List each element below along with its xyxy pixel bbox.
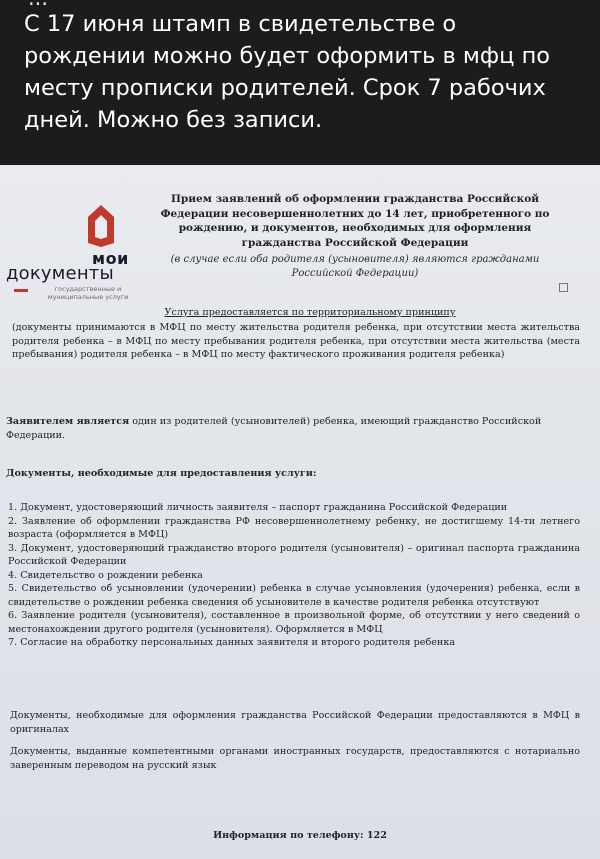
moi-dokumenty-logo bbox=[6, 203, 156, 313]
caption-cut-line bbox=[28, 0, 228, 8]
margin-checkbox bbox=[559, 283, 568, 292]
list-item: 2. Заявление об оформлении гражданства РФ несовершеннолетнему ребенку, не достигшему 14-ти летнего возраста (оформляется в МФЦ) bbox=[8, 515, 580, 540]
foreign-documents-note: Документы, выданные компетентными органами иностранных государств, предоставляются с нотариально заверенным переводом на русский язык bbox=[10, 746, 580, 771]
list-item: 6. Заявление родителя (усыновителя), составленное в произвольной форме, об отсутствии у него сведений о местонахождении другого родителя (усыновителя). Оформляется в МФЦ bbox=[8, 610, 580, 635]
list-item: 4. Свидетельство о рождении ребенка bbox=[8, 569, 203, 581]
docs-heading: Документы, необходимые для предоставления услуги: bbox=[6, 468, 317, 479]
list-item: 7. Согласие на обработку персональных данных заявителя и второго родителя ребенка bbox=[8, 637, 456, 648]
applicant-label: Заявителем является bbox=[6, 416, 130, 427]
document-photo bbox=[0, 165, 600, 859]
caption-banner bbox=[0, 0, 600, 165]
applicant-text: один из родителей (усыновителей) ребенка, имеющий гражданство Российской Федерации. bbox=[6, 416, 542, 441]
service-details: (документы принимаются в МФЦ по месту жительства родителя ребенка, при отсутствии места жительства родителя ребенка – в МФЦ по месту пребывания родителя ребенка, при отсутствии места жительства (места пребывания) родителя ребенка – в МФЦ по месту фактического проживания родителя ребенка) bbox=[12, 322, 580, 360]
service-line: Услуга предоставляется по территориальному принципу bbox=[164, 307, 456, 318]
logo-subtitle: государственные и муниципальные услуги bbox=[47, 285, 129, 301]
logo-line-2: документы bbox=[6, 263, 114, 284]
moi-dokumenty-logo-icon bbox=[84, 203, 118, 249]
list-item: 3. Документ, удостоверяющий гражданство второго родителя (усыновителя) – оригинал паспорта гражданина Российской Федерации bbox=[8, 542, 580, 567]
originals-note: Документы, необходимые для оформления гражданства Российской Федерации предоставляются в МФЦ в оригиналах bbox=[10, 710, 580, 735]
logo-accent-bar bbox=[14, 289, 28, 292]
list-item: 5. Свидетельство об усыновлении (удочерении) ребенка в случае усыновления (удочерения) ребенка, если в свидетельстве о рождении ребенка сведения об усыновителе в качестве родителя ребенка отсутствуют bbox=[8, 583, 580, 608]
logo-line-1: мои bbox=[92, 249, 129, 268]
list-item: 1. Документ, удостоверяющий личность заявителя – паспорт гражданина Российской Федерации bbox=[8, 502, 508, 513]
applicant-paragraph bbox=[6, 415, 582, 442]
phone-info: Информация по телефону: 122 bbox=[213, 830, 387, 841]
docs-list bbox=[8, 501, 580, 650]
caption-text: С 17 июня штамп в свидетельстве о рождении можно будет оформить в мфц по месту прописки родителей. Срок 7 рабочих дней. Можно без записи. bbox=[24, 11, 551, 133]
document-title: Прием заявлений об оформлении гражданства Российской Федерации несовершеннолетних до 14 лет, приобретенного по рождению, и документов, необходимых для оформления гражданства Российской Федерации bbox=[160, 193, 550, 249]
document-title-note: (в случае если оба родителя (усыновителя) являются гражданами Российской Федерации) bbox=[170, 254, 540, 279]
